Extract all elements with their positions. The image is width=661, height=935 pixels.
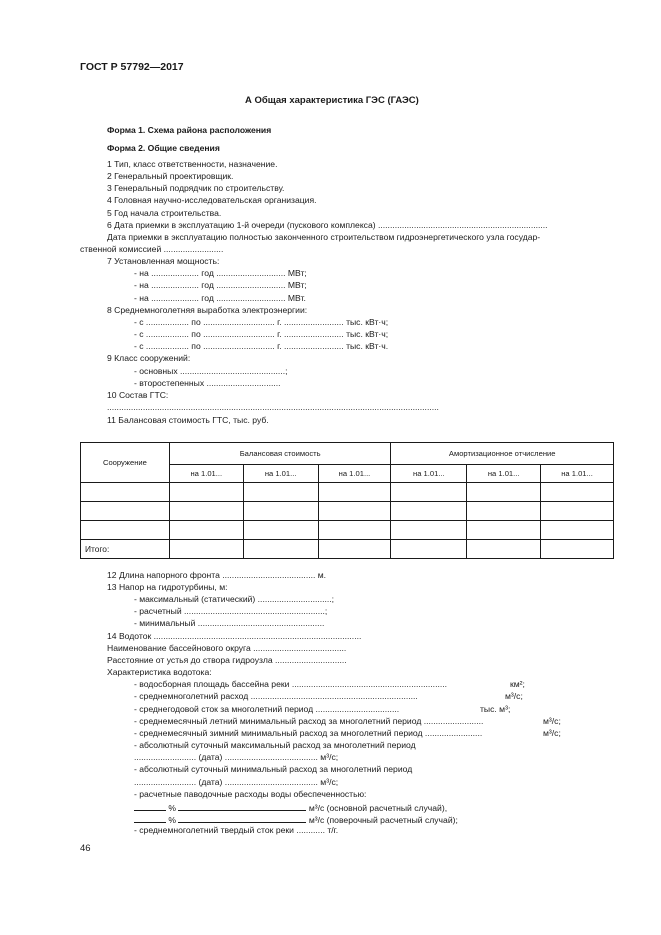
item-8b: - с .................. по .............................. г. ......................... тыс. кВт·ч;	[134, 329, 389, 339]
item-8c: - с .................. по .............................. г. ......................... тыс. кВт·ч.	[134, 341, 389, 351]
item-9: 9 Класс сооружений:	[107, 353, 191, 363]
item-12: 12 Длина напорного фронта ....................................... м.	[107, 570, 327, 580]
sub-header: на 1.01...	[243, 465, 318, 483]
form-1-title: Форма 1. Схема района расположения	[107, 125, 272, 135]
sub-header: на 1.01...	[541, 465, 614, 483]
table-cell	[541, 521, 614, 540]
item-6-full-acceptance: Дата приемки в эксплуатацию полностью законченного строительством гидроэнергетического узла государ-	[107, 232, 541, 242]
char-catchment-area-unit: км²;	[510, 679, 525, 689]
item-4: 4 Головная научно-исследовательская организация.	[107, 195, 317, 205]
table-cell	[318, 521, 391, 540]
item-9a: - основных ............................................;	[134, 366, 288, 376]
table-cell	[169, 521, 243, 540]
table-cell	[467, 540, 541, 559]
table-cell	[243, 521, 318, 540]
item-13: 13 Напор на гидротурбины, м:	[107, 582, 228, 592]
table-row	[81, 483, 614, 502]
basin-district: Наименование бассейнового округа .......................................	[107, 643, 347, 653]
item-13b: - расчетный ...........................................................;	[134, 606, 328, 616]
table-cell	[318, 540, 391, 559]
table-cell	[467, 521, 541, 540]
col-group-amortization: Амортизационное отчисление	[391, 443, 614, 465]
flood-flow-main-case-text: м³/с (основной расчетный случай),	[308, 803, 448, 813]
blank-line	[178, 813, 306, 823]
char-summer-min-flow-unit: м³/с;	[543, 716, 561, 726]
blank-line	[178, 801, 306, 811]
item-6: 6 Дата приемки в эксплуатацию 1-й очереди (пускового комплекса) .......................................................................	[107, 220, 548, 230]
char-winter-min-flow: - среднемесячный зимний минимальный расход за многолетний период ........................	[134, 728, 483, 738]
item-5: 5 Год начала строительства.	[107, 208, 222, 218]
table-cell	[169, 483, 243, 502]
char-abs-max-flow-date: .......................... (дата) ....................................... м³/с;	[134, 752, 339, 762]
page-number: 46	[80, 843, 91, 854]
table-cell	[391, 502, 467, 521]
char-mean-flow-unit: м³/с;	[505, 691, 523, 701]
table-cell	[467, 483, 541, 502]
item-13a: - максимальный (статический) ...............................;	[134, 594, 335, 604]
char-annual-runoff-unit: тыс. м³;	[480, 704, 511, 714]
item-3: 3 Генеральный подрядчик по строительству.	[107, 183, 285, 193]
col-group-balance: Балансовая стоимость	[169, 443, 391, 465]
item-8a: - с .................. по .............................. г. ......................... тыс. кВт·ч;	[134, 317, 389, 327]
standard-code: ГОСТ Р 57792—2017	[80, 61, 184, 73]
table-cell	[391, 483, 467, 502]
item-10-fill-line: ...........................................................................................................................................	[107, 402, 439, 412]
form-2-title: Форма 2. Общие сведения	[107, 143, 220, 153]
sub-header: на 1.01...	[169, 465, 243, 483]
item-11: 11 Балансовая стоимость ГТС, тыс. руб.	[107, 415, 269, 425]
distance-to-site: Расстояние от устья до створа гидроузла ..............................	[107, 655, 347, 665]
char-abs-max-flow: - абсолютный суточный максимальный расход за многолетний период	[134, 740, 416, 750]
table-cell	[541, 502, 614, 521]
table-cell	[169, 502, 243, 521]
char-catchment-area: - водосборная площадь бассейна реки .................................................................	[134, 679, 448, 689]
item-7b: - на .................... год ............................. МВт;	[134, 280, 307, 290]
item-6-full-acceptance-cont: ственной комиссией .........................	[80, 244, 224, 254]
table-total-row	[81, 540, 614, 559]
percent-sign: %	[168, 803, 177, 813]
char-annual-runoff: - среднегодовой сток за многолетний период ...................................	[134, 704, 400, 714]
table-cell	[243, 502, 318, 521]
item-7: 7 Установленная мощность:	[107, 256, 220, 266]
watercourse-characteristics: Характеристика водотока:	[107, 667, 212, 677]
balance-cost-table	[80, 442, 614, 559]
char-flood-flows: - расчетные паводочные расходы воды обеспеченностью:	[134, 789, 367, 799]
item-9b: - второстепенных ...............................	[134, 378, 281, 388]
flood-flow-check-case-text: м³/с (поверочный расчетный случай);	[308, 815, 458, 825]
item-13c: - минимальный .....................................................	[134, 618, 325, 628]
item-7c: - на .................... год ............................. МВт.	[134, 293, 306, 303]
char-summer-min-flow: - среднемесячный летний минимальный расход за многолетний период .........................	[134, 716, 484, 726]
table-cell	[81, 502, 170, 521]
table-cell	[318, 502, 391, 521]
item-1: 1 Тип, класс ответственности, назначение.	[107, 159, 278, 169]
blank-line	[134, 801, 166, 811]
item-8: 8 Среднемноголетняя выработка электроэнергии:	[107, 305, 308, 315]
char-winter-min-flow-unit: м³/с;	[543, 728, 561, 738]
item-10: 10 Состав ГТС:	[107, 390, 169, 400]
table-cell	[81, 521, 170, 540]
item-7a: - на .................... год ............................. МВт;	[134, 268, 307, 278]
sub-header: на 1.01...	[318, 465, 391, 483]
item-2: 2 Генеральный проектировщик.	[107, 171, 234, 181]
char-abs-min-flow: - абсолютный суточный минимальный расход за многолетний период	[134, 764, 413, 774]
table-cell	[391, 521, 467, 540]
char-mean-flow: - среднемноголетний расход ......................................................................	[134, 691, 418, 701]
table-row	[81, 521, 614, 540]
sub-header: на 1.01...	[391, 465, 467, 483]
char-abs-min-flow-date: .......................... (дата) ....................................... м³/с;	[134, 777, 339, 787]
table-cell	[169, 540, 243, 559]
col-header-structure: Сооружение	[81, 443, 170, 483]
table-cell	[243, 540, 318, 559]
table-cell	[391, 540, 467, 559]
table-cell	[318, 483, 391, 502]
table-cell	[541, 483, 614, 502]
section-heading: А Общая характеристика ГЭС (ГАЭС)	[245, 95, 419, 106]
total-label: Итого:	[81, 540, 170, 559]
sub-header: на 1.01...	[467, 465, 541, 483]
blank-line	[134, 813, 166, 823]
percent-sign: %	[168, 815, 177, 825]
table-cell	[243, 483, 318, 502]
table-cell	[467, 502, 541, 521]
char-solid-runoff: - среднемноголетний твердый сток реки ............ т/г.	[134, 825, 339, 835]
item-14: 14 Водоток .......................................................................................	[107, 631, 362, 641]
table-row	[81, 502, 614, 521]
table-cell	[81, 483, 170, 502]
table-cell	[541, 540, 614, 559]
